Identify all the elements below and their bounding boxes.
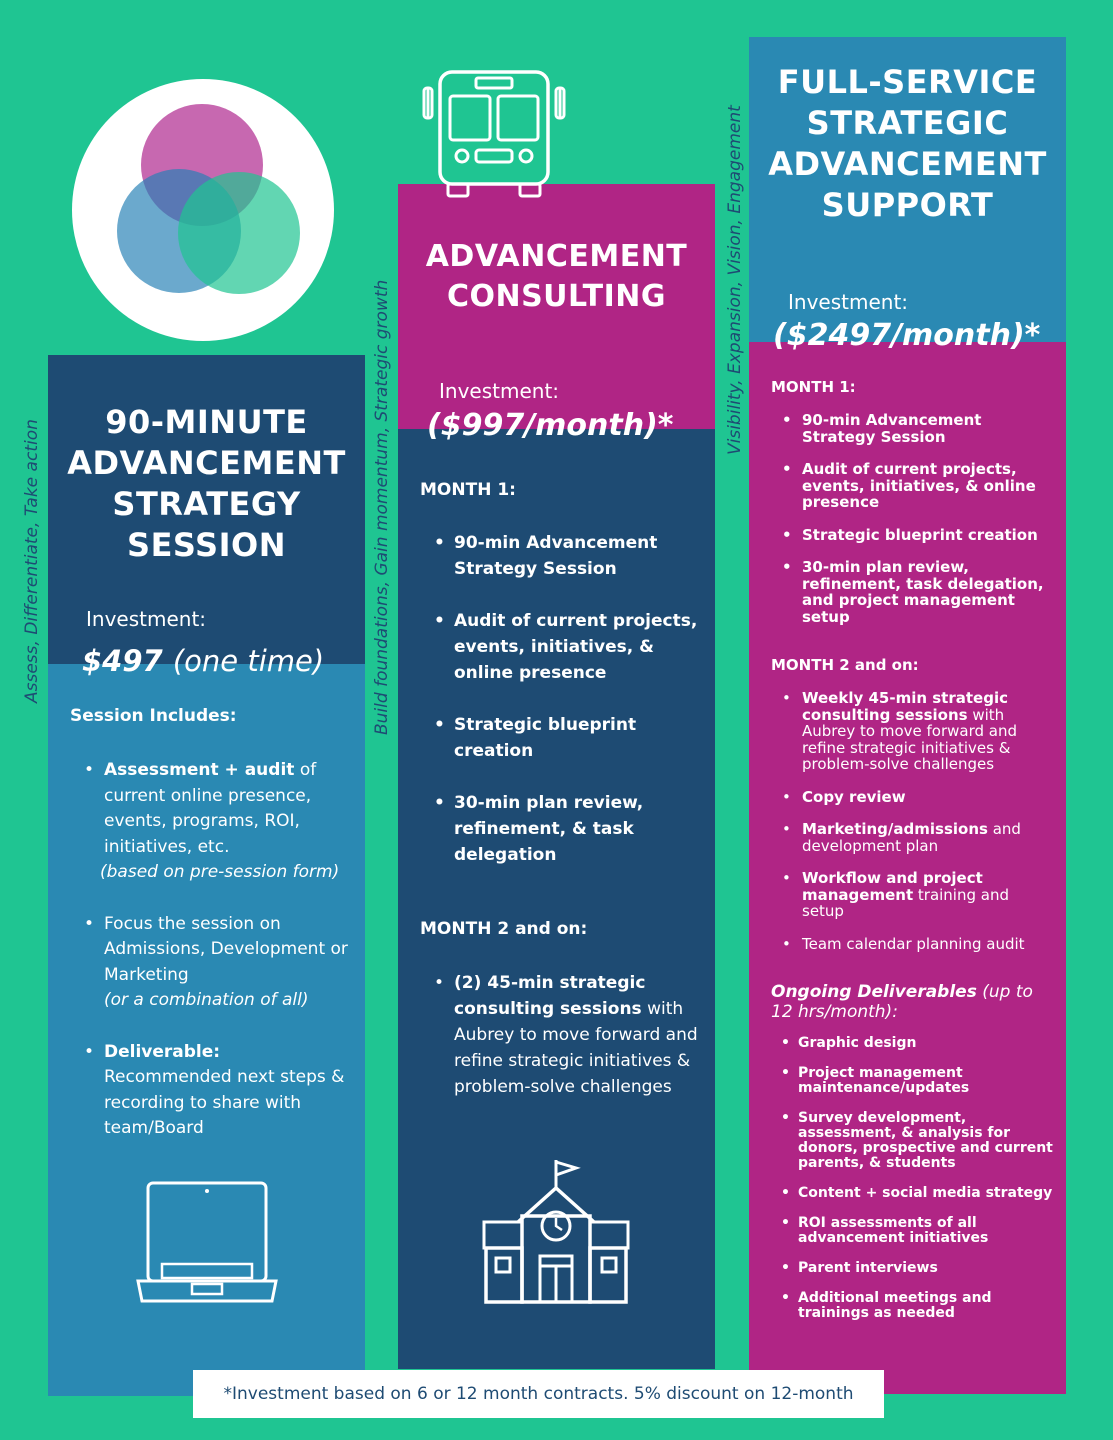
column3-investment-label: Investment: xyxy=(788,290,909,314)
list-item: • 30-min plan review, refinement, & task delegation xyxy=(454,790,704,868)
column1-investment-label: Investment: xyxy=(86,607,207,631)
school-building-icon xyxy=(480,1158,632,1306)
three-overlapping-circles-icon xyxy=(72,79,334,341)
list-item: • Copy review xyxy=(802,789,1054,806)
column2-month1-heading: MONTH 1: xyxy=(420,480,516,500)
list-item: • 30-min plan review, refinement, task delegation, and project management setup xyxy=(802,559,1054,625)
school-bus-icon xyxy=(418,64,570,200)
column3-month2-heading: MONTH 2 and on: xyxy=(771,656,919,674)
ongoing-deliverables-heading: Ongoing Deliverables (up to 12 hrs/month): xyxy=(771,982,1033,1022)
ongoing-deliverables-list xyxy=(798,1036,1058,1336)
column1-side-text: Assess, Differentiate, Take action xyxy=(22,419,42,703)
column1-price: $497 (one time) xyxy=(82,644,325,678)
list-item: • Weekly 45-min strategic consulting sessions with Aubrey to move forward and refine strategic initiatives & problem-solve challenges xyxy=(802,690,1054,773)
column3-month1-list xyxy=(802,412,1054,641)
column2-side-text: Build foundations, Gain momentum, Strategic growth xyxy=(372,279,392,735)
list-item: • Strategic blueprint creation xyxy=(802,527,1054,544)
list-item: • 90-min Advancement Strategy Session xyxy=(454,530,704,582)
column3-side-text: Visibility, Expansion, Vision, Engagement xyxy=(725,105,745,455)
list-item: • ROI assessments of all advancement initiatives xyxy=(798,1216,1058,1246)
column2-investment-label: Investment: xyxy=(439,379,560,403)
list-item: • Content + social media strategy xyxy=(798,1186,1058,1201)
column3-month2-list xyxy=(802,690,1054,968)
investment-footnote: *Investment based on 6 or 12 month contracts. 5% discount on 12-month xyxy=(193,1370,884,1418)
list-item: • Graphic design xyxy=(798,1036,1058,1051)
laptop-icon xyxy=(134,1180,280,1306)
list-item: • Survey development, assessment, & analysis for donors, prospective and current parents, & students xyxy=(798,1111,1058,1171)
column3-month1-heading: MONTH 1: xyxy=(771,378,856,396)
column2-title: ADVANCEMENT CONSULTING xyxy=(425,239,688,314)
column2-month1-list xyxy=(454,530,704,894)
list-item: • Workflow and project management training and setup xyxy=(802,870,1054,920)
list-item: • Additional meetings and trainings as needed xyxy=(798,1291,1058,1321)
column2-month2-heading: MONTH 2 and on: xyxy=(420,919,588,939)
column1-title: 90-MINUTE ADVANCEMENT STRATEGY SESSION xyxy=(67,403,346,564)
list-item: • Parent interviews xyxy=(798,1261,1058,1276)
list-item: • Strategic blueprint creation xyxy=(454,712,704,764)
logo xyxy=(72,79,334,341)
column1-list xyxy=(100,758,354,1168)
column3-title: FULL-SERVICE STRATEGIC ADVANCEMENT SUPPORT xyxy=(768,63,1047,224)
list-item: • Assessment + audit of current online presence, events, programs, ROI, initiatives, etc. (based on pre-session form) xyxy=(104,758,354,886)
column2-month2-list xyxy=(454,970,704,1126)
list-item: • Audit of current projects, events, initiatives, & online presence xyxy=(454,608,704,686)
column2-price: ($997/month)* xyxy=(427,408,674,443)
list-item: • Project management maintenance/updates xyxy=(798,1066,1058,1096)
list-item: • Deliverable: Recommended next steps & recording to share with team/Board xyxy=(104,1040,354,1142)
list-item: • 90-min Advancement Strategy Session xyxy=(802,412,1054,445)
list-item: • Marketing/admissions and development plan xyxy=(802,821,1054,854)
list-item: • Team calendar planning audit xyxy=(802,936,1054,953)
list-item: • Focus the session on Admissions, Development or Marketing (or a combination of all) xyxy=(104,912,354,1014)
column3-price: ($2497/month)* xyxy=(773,318,1041,353)
list-item: • Audit of current projects, events, initiatives, & online presence xyxy=(802,461,1054,511)
session-includes-heading: Session Includes: xyxy=(70,706,237,726)
list-item: • (2) 45-min strategic consulting sessions with Aubrey to move forward and refine strategic initiatives & problem-solve challenges xyxy=(454,970,704,1100)
